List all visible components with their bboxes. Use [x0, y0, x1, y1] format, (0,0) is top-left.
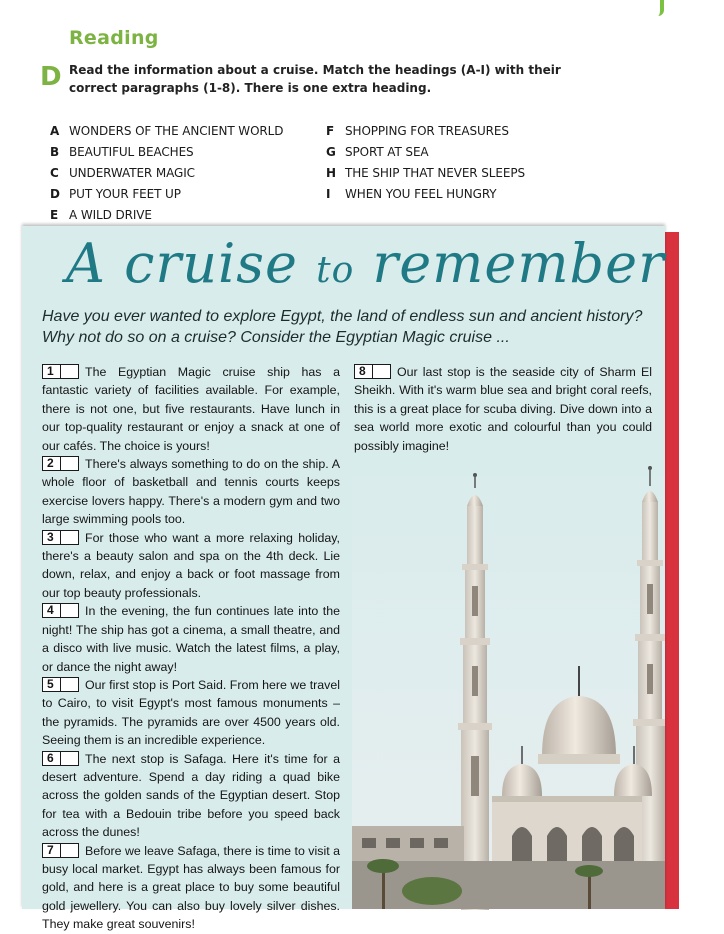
paragraph-3: 3 For those who want a more relaxing holiday, there's a beauty salon and spa on the 4th deck. Lie down, relax, and enjoy a back or foot massage from our top beauty professionals. — [42, 529, 340, 600]
heading-item: E A WILD DRIVE — [50, 208, 152, 222]
corner-decoration — [658, 0, 664, 16]
answer-box-7[interactable]: 7 — [42, 843, 79, 858]
paragraph-2: 2 There's always something to do on the ship. A whole floor of basketball and tennis courts keeps exercise lovers happy. There's a modern gym and two large swimming pools too. — [42, 456, 340, 527]
task-instructions: Read the information about a cruise. Match the headings (A-I) with their correct paragraphs (1-8). There is one extra heading. — [69, 63, 561, 95]
heading-item: F SHOPPING FOR TREASURES — [326, 124, 509, 138]
paragraph-1: 1 The Egyptian Magic cruise ship has a fantastic variety of facilities available. For example, there is not one, but five restaurants. Have lunch in our top-quality restaurant or enjoy a snack at one of our cafés. The choice is yours! — [42, 364, 340, 453]
heading-item: D PUT YOUR FEET UP — [50, 187, 181, 201]
answer-box-2[interactable]: 2 — [42, 456, 79, 471]
article-intro: Have you ever wanted to explore Egypt, the land of endless sun and ancient history? Why not do so on a cruise? Consider the Egyptian Magic cruise ... — [42, 308, 643, 346]
heading-item: I WHEN YOU FEEL HUNGRY — [326, 187, 497, 201]
heading-item: H THE SHIP THAT NEVER SLEEPS — [326, 166, 525, 180]
paragraph-5: 5 Our first stop is Port Said. From here we travel to Cairo, to visit Egypt's most famous monuments – the pyramids. The pyramids are over 4500 years old. Seeing them is an incredible experience. — [42, 676, 340, 748]
section-title: Reading — [69, 27, 159, 49]
paragraph-4: 4 In the evening, the fun continues late into the night! The ship has got a cinema, a small theatre, and a disco with live music. Watch the latest films, a play, or dance the night away! — [42, 603, 340, 674]
headings-list-right — [326, 123, 525, 207]
headings-list-left — [50, 123, 283, 228]
answer-box-4[interactable]: 4 — [42, 603, 79, 618]
heading-item: B BEAUTIFUL BEACHES — [50, 145, 194, 159]
task-letter: D — [40, 62, 62, 92]
answer-box-1[interactable]: 1 — [42, 364, 79, 379]
heading-item: C UNDERWATER MAGIC — [50, 166, 195, 180]
paragraph-8: 8 Our last stop is the seaside city of Sharm El Sheikh. With it's warm blue sea and bright coral reefs, this is a great place for scuba diving. Dive down into a sea world more exotic and colourful than you could possibly imagine! — [354, 364, 652, 453]
answer-box-8[interactable]: 8 — [354, 364, 391, 379]
heading-item: G SPORT AT SEA — [326, 145, 429, 159]
article-card — [22, 226, 665, 932]
answer-box-5[interactable]: 5 — [42, 677, 79, 692]
paragraph-6: 6 The next stop is Safaga. Here it's time for a desert adventure. Spend a day riding a quad bike across the golden sands of the Egyptian desert. Stop for tea with a Bedouin tribe before you speed back across the dunes! — [42, 750, 340, 840]
paragraphs-column-left — [42, 363, 340, 934]
heading-item: A WONDERS OF THE ANCIENT WORLD — [50, 124, 284, 138]
answer-box-6[interactable]: 6 — [42, 751, 79, 766]
article-title: A cruise to remember — [66, 232, 665, 295]
paragraph-7: 7 Before we leave Safaga, there is time to visit a busy local market. Egypt has always been famous for gold, and here is a great place to buy some beautiful gold jewellery. You can also buy lovely silver dishes. They make great souvenirs! — [42, 842, 340, 932]
mosque-photo — [352, 466, 665, 909]
answer-box-3[interactable]: 3 — [42, 530, 79, 545]
